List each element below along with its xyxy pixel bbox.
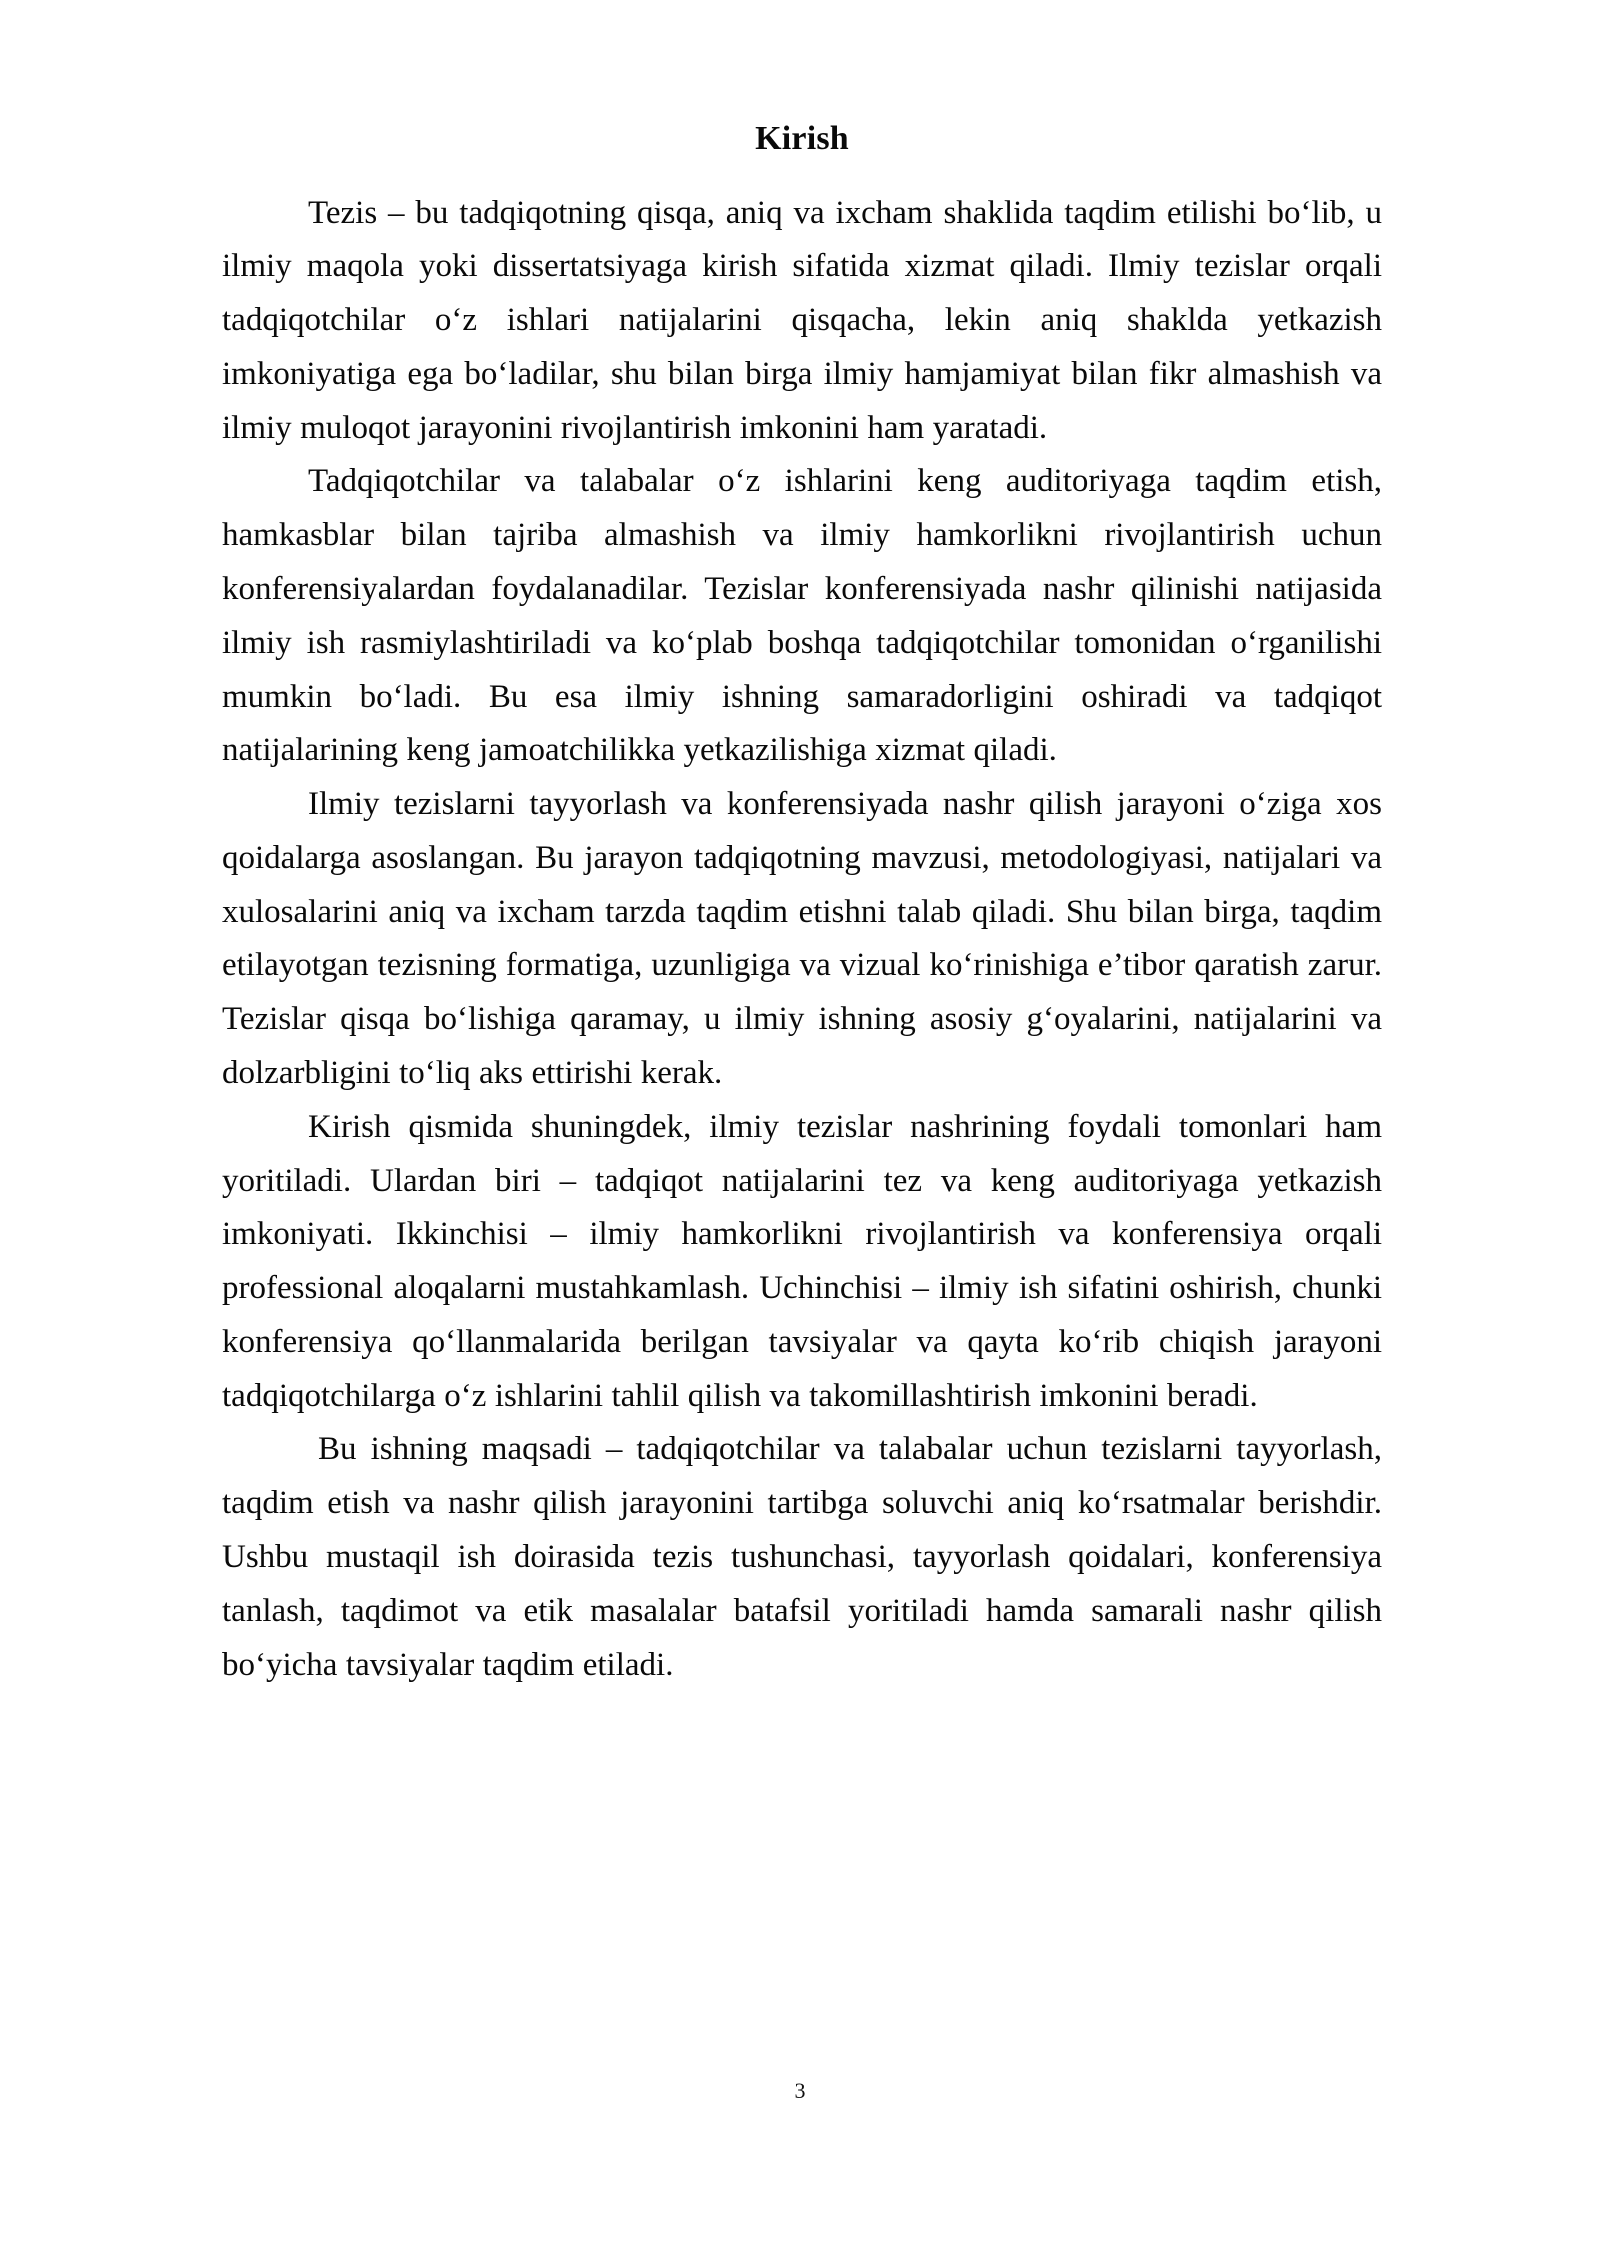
paragraph-3: Ilmiy tezislarni tayyorlash va konferensiyada nashr qilish jarayoni o‘ziga xos qoidalarga asoslangan. Bu jarayon tadqiqotning mavzusi, metodologiyasi, natijalari va xulosalarini aniq va ixcham tarzda taqdim etishni talab qiladi. Shu bilan birga, taqdim etilayotgan tezisning formatiga, uzunligiga va vizual ko‘rinishiga e’tibor qaratish zarur. Tezislar qisqa bo‘lishiga qaramay, u ilmiy ishning asosiy g‘oyalarini, natijalarini va dolzarbligini to‘liq aks ettirishi kerak. <box>222 786 1382 1091</box>
page-number: 3 <box>794 2078 806 2103</box>
paragraph-2: Tadqiqotchilar va talabalar o‘z ishlarini keng auditoriyaga taqdim etish, hamkasblar bilan tajriba almashish va ilmiy hamkorlikni rivojlantirish uchun konferensiyalardan foydalanadilar. Tezislar konferensiyada nashr qilinishi natijasida ilmiy ish rasmiylashtiriladi va ko‘plab boshqa tadqiqotchilar tomonidan o‘rganilishi mumkin bo‘ladi. Bu esa ilmiy ishning samaradorligini oshiradi va tadqiqot natijalarining keng jamoatchilikka yetkazilishiga xizmat qiladi. <box>222 463 1382 769</box>
paragraph-5: Bu ishning maqsadi – tadqiqotchilar va talabalar uchun tezislarni tayyorlash, taqdim etish va nashr qilish jarayonini tartibga soluvchi aniq ko‘rsatmalar berishdir. Ushbu mustaqil ish doirasida tezis tushunchasi, tayyorlash qoidalari, konferensiya tanlash, taqdimot va etik masalalar batafsil yoritiladi hamda samarali nashr qilish bo‘yicha tavsiyalar taqdim etiladi. <box>222 1431 1382 1683</box>
page-content <box>222 118 1382 1692</box>
paragraph-1: Tezis – bu tadqiqotning qisqa, aniq va ixcham shaklida taqdim etilishi bo‘lib, u ilmiy maqola yoki dissertatsiyaga kirish sifatida xizmat qiladi. Ilmiy tezislar orqali tadqiqotchilar o‘z ishlari natijalarini qisqacha, lekin aniq shaklda yetkazish imkoniyatiga ega bo‘ladilar, shu bilan birga ilmiy hamjamiyat bilan fikr almashish va ilmiy muloqot jarayonini rivojlantirish imkonini ham yaratadi. <box>222 194 1382 446</box>
page-title: Kirish <box>755 120 849 157</box>
paragraph-4: Kirish qismida shuningdek, ilmiy tezislar nashrining foydali tomonlari ham yoritiladi. Ulardan biri – tadqiqot natijalarini tez va keng auditoriyaga yetkazish imkoniyati. Ikkinchisi – ilmiy hamkorlikni rivojlantirish va konferensiya orqali professional aloqalarni mustahkamlash. Uchinchisi – ilmiy ish sifatini oshirish, chunki konferensiya qo‘llanmalarida berilgan tavsiyalar va qayta ko‘rib chiqish jarayoni tadqiqotchilarga o‘z ishlarini tahlil qilish va takomillashtirish imkonini beradi. <box>222 1108 1382 1414</box>
